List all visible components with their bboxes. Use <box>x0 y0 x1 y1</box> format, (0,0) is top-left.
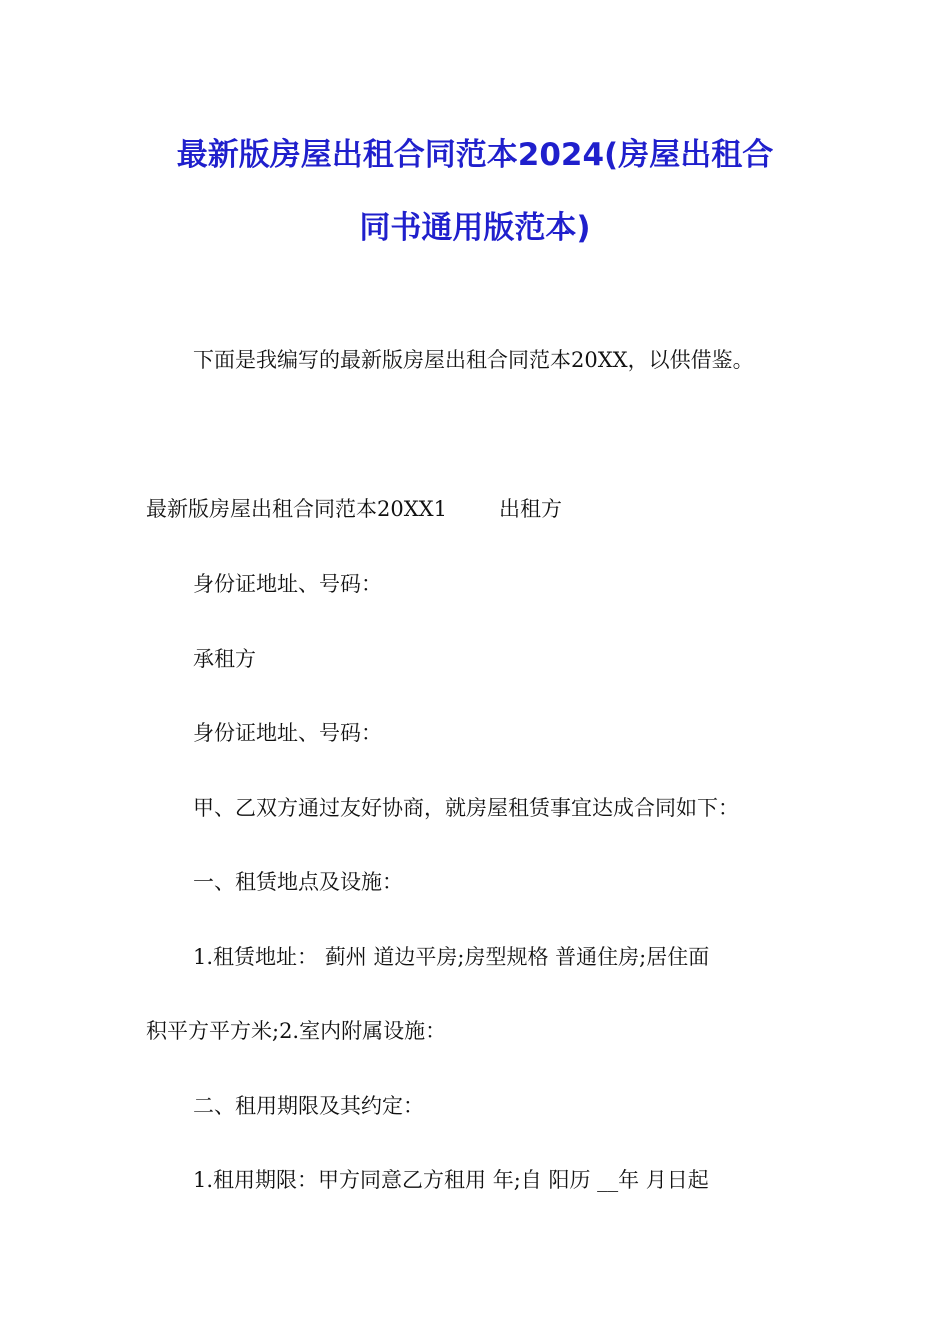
item-1-line-1: 1.租赁地址： 蓟州 道边平房;房型规格 普通住房;居住面 <box>193 945 710 969</box>
section-2-heading: 二、租用期限及其约定： <box>193 1094 424 1118</box>
contract-heading <box>146 494 562 524</box>
document-title-line-2: 同书通用版范本) <box>359 210 591 246</box>
document-title-line-1: 最新版房屋出租合同范本2024(房屋出租合 <box>176 137 774 173</box>
agreement-paragraph: 甲、乙双方通过友好协商，就房屋租赁事宜达成合同如下： <box>193 796 739 820</box>
lessee-label: 承租方 <box>193 647 256 671</box>
item-1-line-2: 积平方平方米;2.室内附属设施： <box>146 1019 447 1043</box>
contract-heading-title: 最新版房屋出租合同范本20XX1 <box>146 497 447 521</box>
section-1-heading: 一、租赁地点及设施： <box>193 870 403 894</box>
item-2-line-1: 1.租用期限：甲方同意乙方租用 年;自 阳历 __年 月日起 <box>193 1168 709 1192</box>
lessor-id-line: 身份证地址、号码： <box>193 572 382 596</box>
lessee-id-line: 身份证地址、号码： <box>193 721 382 745</box>
intro-paragraph: 下面是我编写的最新版房屋出租合同范本20XX，以供借鉴。 <box>193 348 754 372</box>
lessor-label: 出租方 <box>498 497 562 521</box>
